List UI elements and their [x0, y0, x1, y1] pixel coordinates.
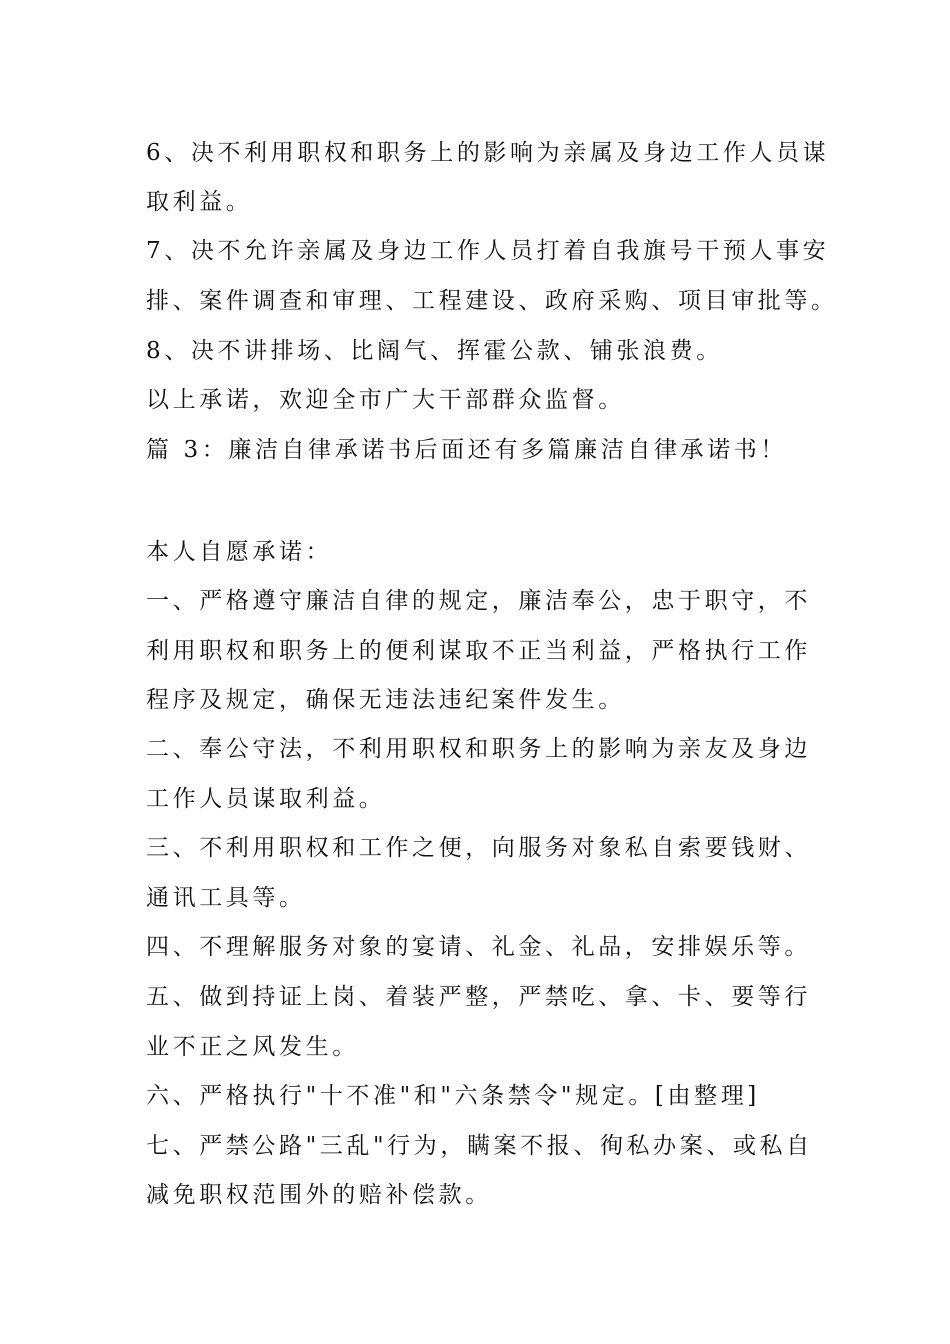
text-line: 四、不理解服务对象的宴请、礼金、礼品，安排娱乐等。 — [146, 934, 811, 960]
text-line: 五、做到持证上岗、着装严整，严禁吃、拿、卡、要等行 — [146, 984, 811, 1010]
text-line: 排、案件调查和审理、工程建设、政府采购、项目审批等。 — [146, 288, 838, 314]
text-line: 利用职权和职务上的便利谋取不正当利益，严格执行工作 — [146, 638, 811, 664]
text-line: 七、严禁公路"三乱"行为，瞒案不报、徇私办案、或私自 — [146, 1133, 813, 1159]
text-line: 通讯工具等。 — [146, 885, 306, 911]
text-line: 本人自愿承诺： — [146, 539, 333, 565]
text-line: 六、严格执行"十不准"和"六条禁令"规定。[由整理] — [146, 1083, 760, 1109]
text-line: 三、不利用职权和工作之便，向服务对象私自索要钱财、 — [146, 835, 811, 861]
text-line: 7、决不允许亲属及身边工作人员打着自我旗号干预人事安 — [146, 238, 830, 264]
text-line: 取利益。 — [146, 189, 253, 215]
text-line: 一、严格遵守廉洁自律的规定，廉洁奉公，忠于职守，不 — [146, 588, 811, 614]
text-line: 6、决不利用职权和职务上的影响为亲属及身边工作人员谋 — [146, 140, 830, 166]
text-line: 减免职权范围外的赔补偿款。 — [146, 1182, 492, 1208]
text-line: 工作人员谋取利益。 — [146, 786, 386, 812]
section-heading: 篇 3：廉洁自律承诺书后面还有多篇廉洁自律承诺书！ — [146, 437, 787, 463]
text-line: 以上承诺，欢迎全市广大干部群众监督。 — [146, 387, 625, 413]
text-line: 二、奉公守法，不利用职权和职务上的影响为亲友及身边 — [146, 736, 811, 762]
text-line: 程序及规定，确保无违法违纪案件发生。 — [146, 687, 625, 713]
text-line: 业不正之风发生。 — [146, 1034, 359, 1060]
text-line: 8、决不讲排场、比阔气、挥霍公款、铺张浪费。 — [146, 338, 723, 364]
